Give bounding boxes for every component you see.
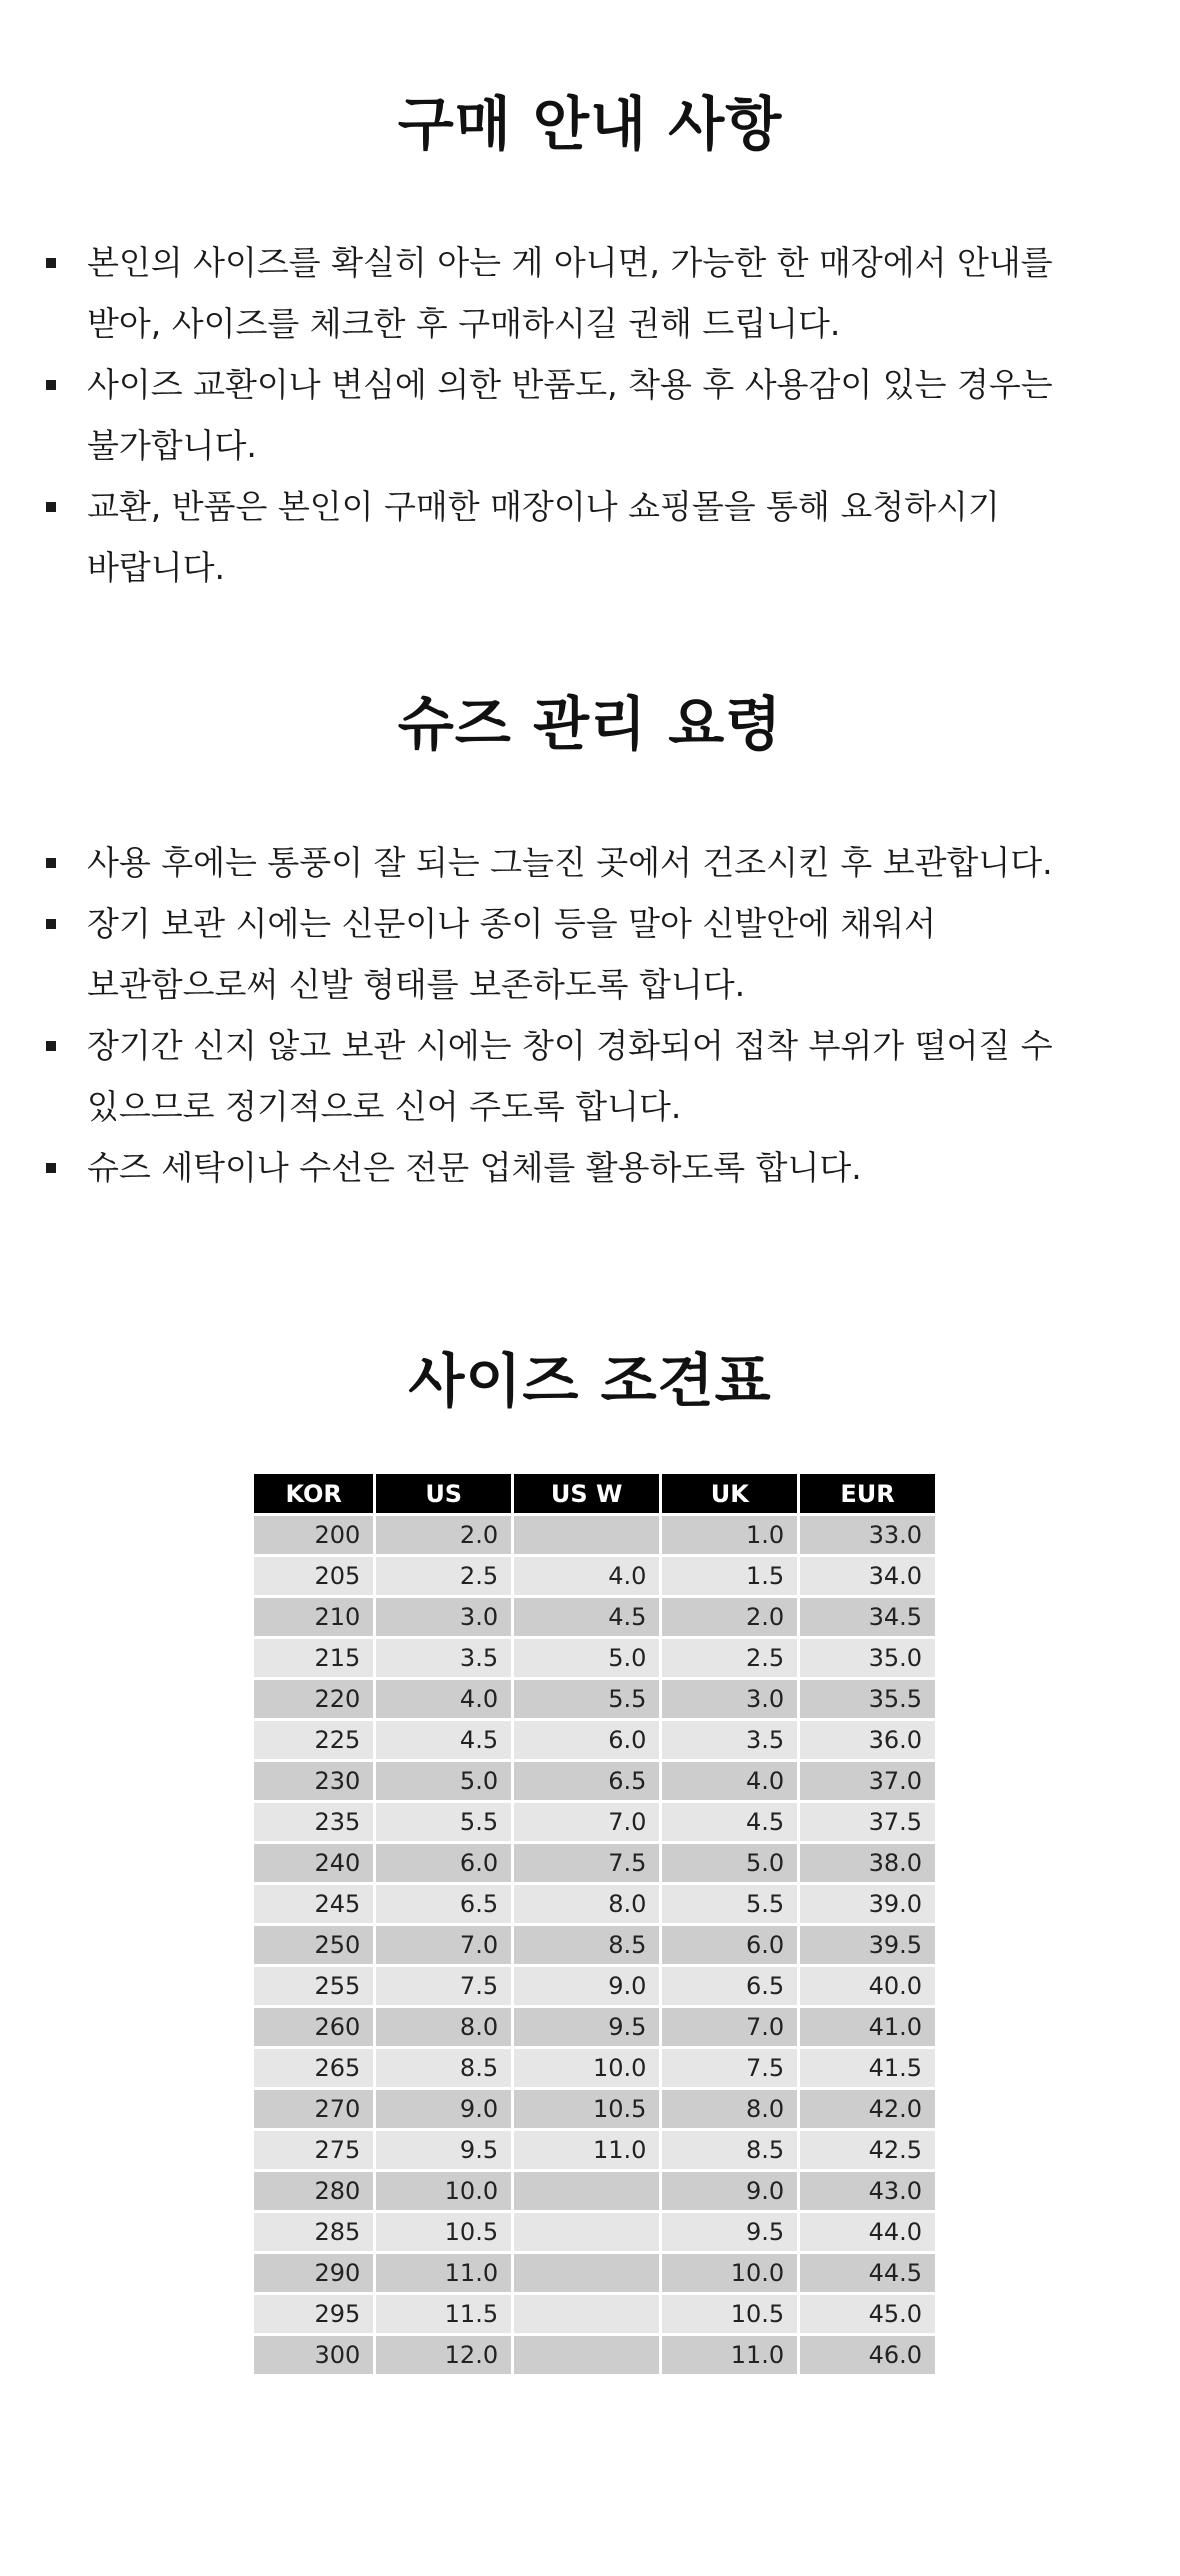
table-cell: 250 (254, 1926, 373, 1967)
table-cell: 34.5 (800, 1598, 935, 1639)
table-cell: 43.0 (800, 2172, 935, 2213)
purchase-guide-list (40, 232, 1150, 598)
table-cell: 7.5 (662, 2049, 797, 2090)
table-cell: 8.0 (514, 1885, 659, 1926)
table-cell: 260 (254, 2008, 373, 2049)
table-cell: 255 (254, 1967, 373, 2008)
bullet-item (40, 832, 1150, 893)
table-cell: 37.5 (800, 1803, 935, 1844)
table-cell: 2.0 (376, 1516, 511, 1557)
table-cell: 10.5 (514, 2090, 659, 2131)
shoe-care-title: 슈즈 관리 요령 (397, 690, 783, 758)
table-cell: 5.5 (514, 1680, 659, 1721)
table-cell: 6.0 (376, 1844, 511, 1885)
table-cell: 290 (254, 2254, 373, 2295)
table-cell: 8.5 (514, 1926, 659, 1967)
table-row (254, 1967, 935, 2008)
table-cell: 46.0 (800, 2336, 935, 2377)
bullet-item (40, 476, 1150, 598)
column-header: US (376, 1474, 511, 1516)
bullet-text-line: 교환, 반품은 본인이 구매한 매장이나 쇼핑몰을 통해 요청하시기 (87, 487, 1000, 526)
table-cell: 9.0 (662, 2172, 797, 2213)
size-table-header-row (254, 1474, 935, 1516)
table-cell: 2.5 (662, 1639, 797, 1680)
table-cell: 265 (254, 2049, 373, 2090)
table-cell: 5.5 (376, 1803, 511, 1844)
table-cell: 2.5 (376, 1557, 511, 1598)
bullet-text-line: 사용 후에는 통풍이 잘 되는 그늘진 곳에서 건조시킨 후 보관합니다. (87, 843, 1053, 882)
square-bullet-icon (46, 1041, 56, 1051)
bullet-item (40, 354, 1150, 476)
bullet-text-line: 있으므로 정기적으로 신어 주도록 합니다. (87, 1087, 682, 1126)
table-cell: 11.0 (376, 2254, 511, 2295)
table-cell: 41.0 (800, 2008, 935, 2049)
table-cell: 5.0 (376, 1762, 511, 1803)
table-row (254, 1598, 935, 1639)
table-cell: 8.0 (662, 2090, 797, 2131)
purchase-guide-title: 구매 안내 사항 (397, 90, 783, 158)
table-cell: 4.5 (376, 1721, 511, 1762)
table-row (254, 1885, 935, 1926)
table-cell: 230 (254, 1762, 373, 1803)
square-bullet-icon (46, 258, 56, 268)
table-cell (514, 2213, 659, 2254)
table-cell: 12.0 (376, 2336, 511, 2377)
table-cell: 245 (254, 1885, 373, 1926)
bullet-text-line: 장기간 신지 않고 보관 시에는 창이 경화되어 접착 부위가 떨어질 수 (87, 1026, 1053, 1065)
bullet-item (40, 232, 1150, 354)
table-cell: 9.0 (376, 2090, 511, 2131)
table-cell: 225 (254, 1721, 373, 1762)
square-bullet-icon (46, 858, 56, 868)
table-cell: 9.5 (662, 2213, 797, 2254)
bullet-text-line: 받아, 사이즈를 체크한 후 구매하시길 권해 드립니다. (87, 304, 841, 343)
table-cell: 9.0 (514, 1967, 659, 2008)
table-cell: 4.0 (662, 1762, 797, 1803)
table-row (254, 2213, 935, 2254)
table-cell: 42.5 (800, 2131, 935, 2172)
square-bullet-icon (46, 919, 56, 929)
table-cell (514, 2336, 659, 2377)
table-cell: 41.5 (800, 2049, 935, 2090)
column-header: US W (514, 1474, 659, 1516)
table-cell: 3.5 (376, 1639, 511, 1680)
table-cell: 6.0 (514, 1721, 659, 1762)
table-cell: 4.0 (514, 1557, 659, 1598)
table-cell: 8.5 (662, 2131, 797, 2172)
bullet-item (40, 1137, 1150, 1198)
table-row (254, 1844, 935, 1885)
table-cell: 6.5 (514, 1762, 659, 1803)
table-cell: 7.0 (376, 1926, 511, 1967)
table-cell: 10.0 (662, 2254, 797, 2295)
table-cell: 235 (254, 1803, 373, 1844)
table-cell: 7.0 (662, 2008, 797, 2049)
table-row (254, 1680, 935, 1721)
table-cell (514, 2172, 659, 2213)
table-cell: 36.0 (800, 1721, 935, 1762)
table-cell: 34.0 (800, 1557, 935, 1598)
table-cell: 6.5 (376, 1885, 511, 1926)
bullet-text-line: 슈즈 세탁이나 수선은 전문 업체를 활용하도록 합니다. (87, 1148, 862, 1187)
table-cell: 11.5 (376, 2295, 511, 2336)
table-cell: 300 (254, 2336, 373, 2377)
table-cell: 35.5 (800, 1680, 935, 1721)
table-cell: 7.5 (514, 1844, 659, 1885)
table-cell: 11.0 (662, 2336, 797, 2377)
bullet-text-line: 사이즈 교환이나 변심에 의한 반품도, 착용 후 사용감이 있는 경우는 (87, 365, 1053, 404)
table-cell: 205 (254, 1557, 373, 1598)
table-cell: 39.5 (800, 1926, 935, 1967)
square-bullet-icon (46, 380, 56, 390)
square-bullet-icon (46, 1163, 56, 1173)
table-cell: 295 (254, 2295, 373, 2336)
table-cell: 200 (254, 1516, 373, 1557)
table-cell: 285 (254, 2213, 373, 2254)
table-row (254, 1762, 935, 1803)
table-row (254, 1803, 935, 1844)
table-cell (514, 1516, 659, 1557)
shoe-care-list (40, 832, 1150, 1198)
table-cell: 1.5 (662, 1557, 797, 1598)
table-row (254, 1516, 935, 1557)
table-cell: 42.0 (800, 2090, 935, 2131)
table-cell: 7.5 (376, 1967, 511, 2008)
table-cell: 10.5 (662, 2295, 797, 2336)
table-cell: 9.5 (376, 2131, 511, 2172)
table-cell: 40.0 (800, 1967, 935, 2008)
table-cell: 6.0 (662, 1926, 797, 1967)
table-row (254, 2172, 935, 2213)
table-cell: 10.5 (376, 2213, 511, 2254)
table-cell: 5.5 (662, 1885, 797, 1926)
table-cell (514, 2254, 659, 2295)
table-cell: 8.0 (376, 2008, 511, 2049)
table-cell: 45.0 (800, 2295, 935, 2336)
table-cell: 8.5 (376, 2049, 511, 2090)
table-cell: 215 (254, 1639, 373, 1680)
table-row (254, 1926, 935, 1967)
table-row (254, 2254, 935, 2295)
table-cell: 5.0 (514, 1639, 659, 1680)
table-row (254, 2295, 935, 2336)
bullet-text-line: 바랍니다. (87, 548, 226, 587)
table-cell: 37.0 (800, 1762, 935, 1803)
table-cell: 44.5 (800, 2254, 935, 2295)
table-cell: 7.0 (514, 1803, 659, 1844)
table-cell (514, 2295, 659, 2336)
table-cell: 35.0 (800, 1639, 935, 1680)
square-bullet-icon (46, 502, 56, 512)
table-row (254, 2131, 935, 2172)
table-cell: 3.0 (376, 1598, 511, 1639)
table-cell: 1.0 (662, 1516, 797, 1557)
column-header: KOR (254, 1474, 373, 1516)
table-cell: 10.0 (376, 2172, 511, 2213)
table-row (254, 2090, 935, 2131)
bullet-item (40, 1015, 1150, 1137)
table-row (254, 2049, 935, 2090)
bullet-text-line: 불가합니다. (87, 426, 257, 465)
size-chart-title: 사이즈 조견표 (408, 1347, 772, 1415)
table-cell: 275 (254, 2131, 373, 2172)
bullet-text-line: 보관함으로써 신발 형태를 보존하도록 합니다. (87, 965, 746, 1004)
table-cell: 5.0 (662, 1844, 797, 1885)
table-cell: 38.0 (800, 1844, 935, 1885)
table-cell: 2.0 (662, 1598, 797, 1639)
bullet-item (40, 893, 1150, 1015)
table-cell: 240 (254, 1844, 373, 1885)
column-header: UK (662, 1474, 797, 1516)
table-cell: 4.0 (376, 1680, 511, 1721)
table-row (254, 1639, 935, 1680)
table-cell: 4.5 (514, 1598, 659, 1639)
table-cell: 280 (254, 2172, 373, 2213)
table-cell: 210 (254, 1598, 373, 1639)
table-cell: 3.0 (662, 1680, 797, 1721)
column-header: EUR (800, 1474, 935, 1516)
size-chart-table (251, 1474, 938, 2377)
table-cell: 10.0 (514, 2049, 659, 2090)
table-cell: 11.0 (514, 2131, 659, 2172)
table-cell: 39.0 (800, 1885, 935, 1926)
table-cell: 4.5 (662, 1803, 797, 1844)
bullet-text-line: 장기 보관 시에는 신문이나 종이 등을 말아 신발안에 채워서 (87, 904, 936, 943)
table-cell: 220 (254, 1680, 373, 1721)
table-row (254, 1557, 935, 1598)
table-cell: 3.5 (662, 1721, 797, 1762)
table-cell: 33.0 (800, 1516, 935, 1557)
size-table-body (254, 1516, 935, 2377)
table-cell: 270 (254, 2090, 373, 2131)
table-row (254, 2008, 935, 2049)
table-cell: 9.5 (514, 2008, 659, 2049)
table-row (254, 1721, 935, 1762)
bullet-text-line: 본인의 사이즈를 확실히 아는 게 아니면, 가능한 한 매장에서 안내를 (87, 243, 1053, 282)
table-row (254, 2336, 935, 2377)
table-cell: 6.5 (662, 1967, 797, 2008)
table-cell: 44.0 (800, 2213, 935, 2254)
